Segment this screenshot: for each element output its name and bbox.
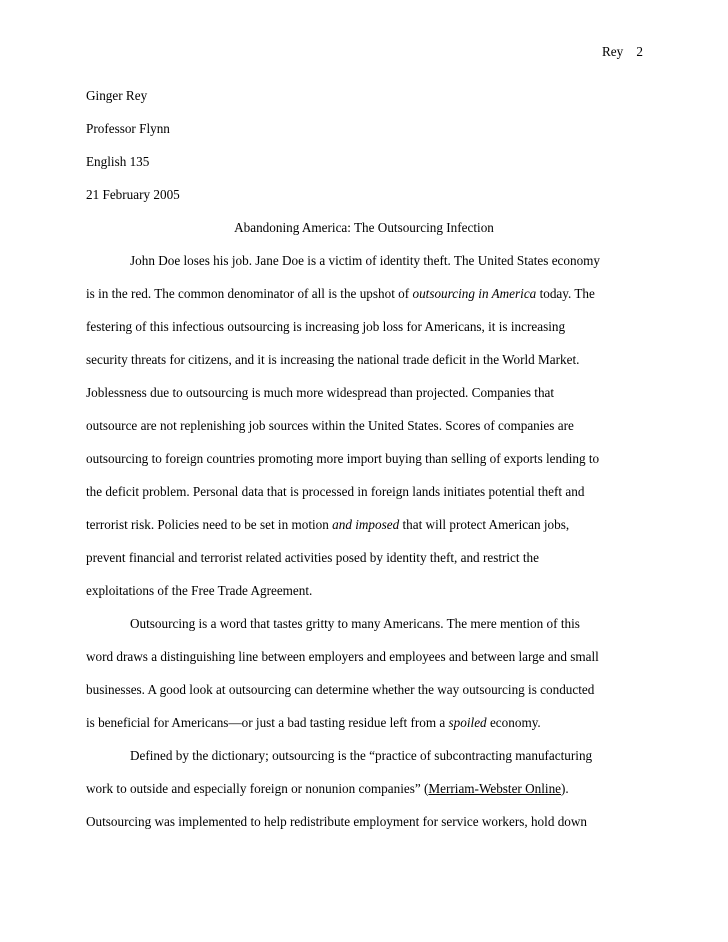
- body-line: outsourcing to foreign countries promoting more import buying than selling of exports lending to: [86, 451, 600, 466]
- professor-name: Professor Flynn: [86, 121, 170, 136]
- body-line: festering of this infectious outsourcing is increasing job loss for Americans, it is increasing: [86, 319, 566, 334]
- body-line: is in the red. The common denominator of all is the upshot of outsourcing in America today. The: [86, 286, 595, 301]
- body-line: Defined by the dictionary; outsourcing is the “practice of subcontracting manufacturing: [130, 748, 593, 763]
- citation-source: Merriam-Webster Online: [428, 781, 562, 796]
- body-line: John Doe loses his job. Jane Doe is a victim of identity theft. The United States economy: [130, 253, 601, 268]
- body-line: Outsourcing was implemented to help redistribute employment for service workers, hold down: [86, 814, 588, 829]
- emphasis-text: spoiled: [448, 715, 487, 730]
- body-line: is beneficial for Americans—or just a bad tasting residue left from a spoiled economy.: [86, 715, 541, 730]
- body-line: the deficit problem. Personal data that is processed in foreign lands initiates potential theft and: [86, 484, 585, 499]
- body-line: Outsourcing is a word that tastes gritty to many Americans. The mere mention of this: [130, 616, 580, 631]
- emphasis-text: outsourcing in America: [412, 286, 537, 301]
- body-line: terrorist risk. Policies need to be set in motion and imposed that will protect American jobs,: [86, 517, 570, 532]
- running-head-surname: Rey: [601, 44, 624, 59]
- essay-date: 21 February 2005: [86, 187, 180, 202]
- body-line: businesses. A good look at outsourcing can determine whether the way outsourcing is conducted: [86, 682, 595, 697]
- body-line: security threats for citizens, and it is increasing the national trade deficit in the World Market.: [86, 352, 580, 367]
- body-line: Joblessness due to outsourcing is much more widespread than projected. Companies that: [86, 385, 555, 400]
- body-line: outsource are not replenishing job sources within the United States. Scores of companies are: [86, 418, 574, 433]
- body-line: work to outside and especially foreign or nonunion companies” (Merriam-Webster Online).: [86, 781, 569, 796]
- student-name: Ginger Rey: [86, 88, 148, 103]
- essay-title: Abandoning America: The Outsourcing Infection: [234, 220, 494, 235]
- body-line: word draws a distinguishing line between employers and employees and between large and small: [86, 649, 599, 664]
- body-line: exploitations of the Free Trade Agreement.: [86, 583, 313, 598]
- emphasis-text: and imposed: [332, 517, 400, 532]
- body-line: prevent financial and terrorist related activities posed by identity theft, and restrict the: [86, 550, 539, 565]
- course-name: English 135: [86, 154, 150, 169]
- running-head: [0, 44, 643, 60]
- page-number: 2: [636, 44, 643, 59]
